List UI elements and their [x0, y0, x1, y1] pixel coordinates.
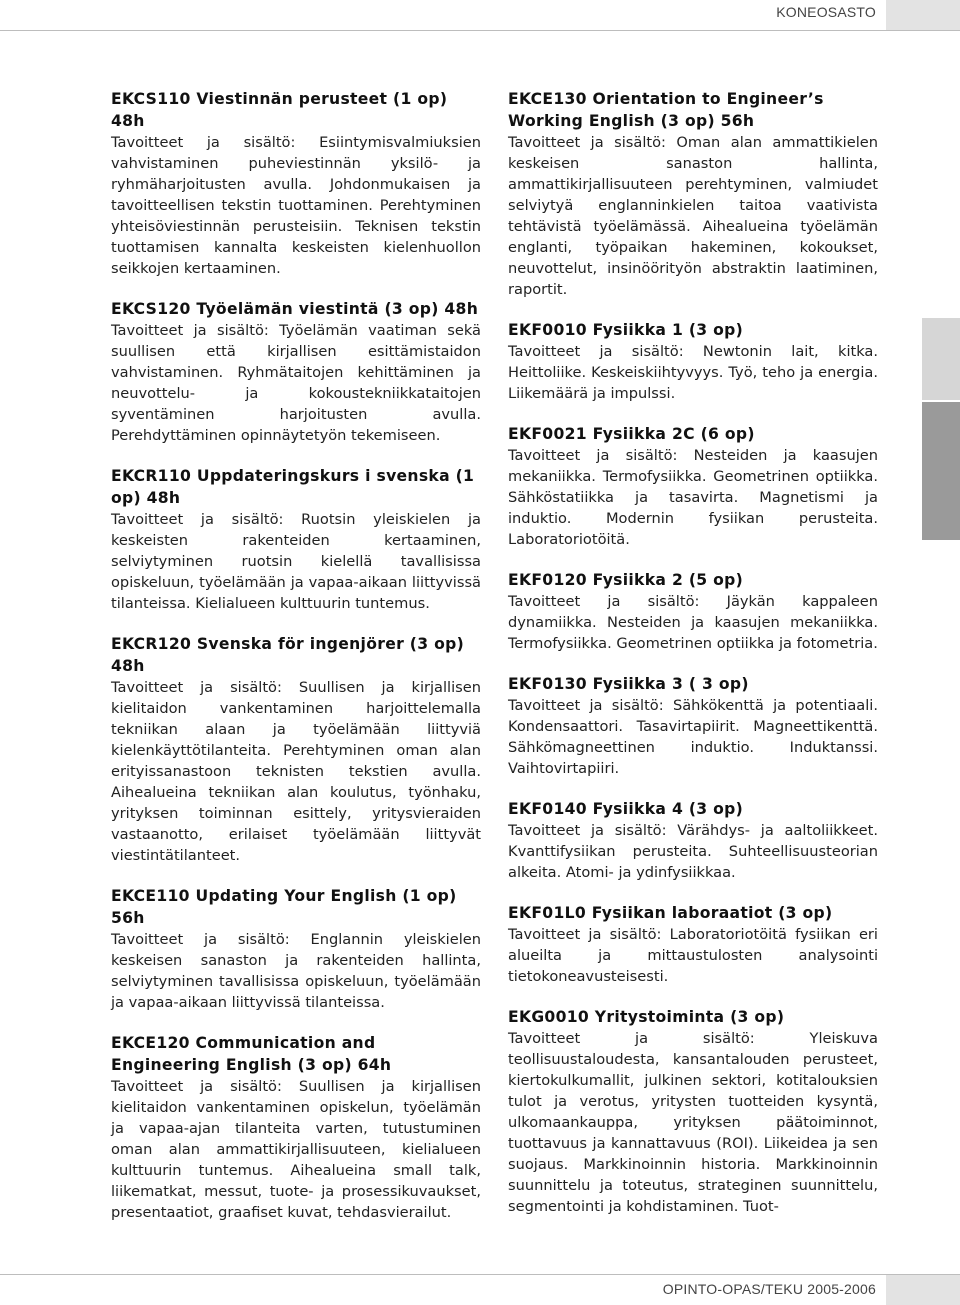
- course-description: Tavoitteet ja sisältö: Esiintymisvalmiuksien vahvistaminen puheviestinnän yksilö- ja ryhmäharjoitusten avulla. Johdonmukaisen ja tavoitteellisen tekstin tuottaminen. Perehtyminen yhteisöviestinnän perusteisiin. Teknisen tekstin tuottamisen kannalta keskeisten kielenhuollon seikkojen kertaaminen.: [111, 134, 481, 277]
- course-entry: [508, 319, 878, 404]
- course-entry: [111, 298, 481, 446]
- course-description: Tavoitteet ja sisältö: Laboratoriotöitä fysiikan eri alueilta ja mittaustulosten analysointi tietokoneavusteisesti.: [508, 926, 878, 985]
- side-tab-active-marker: [922, 402, 960, 540]
- course-description: Tavoitteet ja sisältö: Työelämän vaatiman sekä suullisen että kirjallisen esittämistaidon vahvistaminen. Ryhmätaitojen kehittäminen ja neuvottelu- ja kokoustekniikkataitojen syventäminen harjoitusten avulla. Perehdyttäminen opinnäytetyön tekemiseen.: [111, 322, 481, 444]
- course-description: Tavoitteet ja sisältö: Englannin yleiskielen keskeisen sanaston ja rakenteiden hallinta, selviytyminen tavallisissa opiskeluun, työelämään ja vapaa-aikaan liittyvissä tilanteissa.: [111, 931, 481, 1011]
- course-title: EKF0140 Fysiikka 4 (3 op): [508, 800, 744, 818]
- course-title: EKF0130 Fysiikka 3 ( 3 op): [508, 675, 749, 693]
- course-description: Tavoitteet ja sisältö: Ruotsin yleiskielen ja keskeisten rakenteiden kertaaminen, selviytyminen ruotsin kielellä tavallisissa opiskeluun, työelämään ja vapaa-aikaan liittyvissä tilanteissa. Kielialueen kulttuurin tuntemus.: [111, 511, 481, 612]
- section-label: KONEOSASTO: [776, 4, 876, 20]
- right-column: [508, 88, 878, 1236]
- course-title: EKCR120 Svenska för ingenjörer (3 op) 48h: [111, 635, 464, 675]
- page-footer: [0, 1274, 960, 1305]
- course-entry: [111, 633, 481, 866]
- course-entry: [508, 569, 878, 654]
- course-title: EKCE120 Communication and Engineering English (3 op) 64h: [111, 1034, 392, 1074]
- course-title: EKF0010 Fysiikka 1 (3 op): [508, 321, 744, 339]
- publication-label: OPINTO-OPAS/TEKU 2005-2006: [662, 1281, 876, 1297]
- course-title: EKCE110 Updating Your English (1 op) 56h: [111, 887, 457, 927]
- course-title: EKF0120 Fysiikka 2 (5 op): [508, 571, 744, 589]
- side-tab-marker: [922, 318, 960, 400]
- footer-corner-block: [886, 1275, 960, 1305]
- course-entry: [508, 798, 878, 883]
- course-entry: [508, 1006, 878, 1217]
- course-entry: [508, 902, 878, 987]
- course-description: Tavoitteet ja sisältö: Oman alan ammattikielen keskeisen sanaston hallinta, ammattikirjallisuuteen perehtyminen, valmiudet selviytyä englanninkielen taitoa vaativista tehtävistä työelämässä. Aihealueina työelämän englanti, työpaikan hakeminen, kokoukset, neuvottelut, insinöörityön abstraktin laatiminen, raportit.: [508, 134, 878, 298]
- page-header: [0, 0, 960, 31]
- course-description: Tavoitteet ja sisältö: Värähdys- ja aaltoliikkeet. Kvanttifysiikan perusteita. Suhteellisuusteorian alkeita. Atomi- ja ydinfysiikkaa.: [508, 822, 878, 881]
- course-entry: [111, 88, 481, 279]
- course-title: EKF0021 Fysiikka 2C (6 op): [508, 425, 755, 443]
- course-entry: [111, 1032, 481, 1223]
- left-column: [111, 88, 481, 1242]
- course-entry: [508, 88, 878, 300]
- course-description: Tavoitteet ja sisältö: Jäykän kappaleen dynamiikka. Nesteiden ja kaasujen mekaniikka. Termofysiikka. Geometrinen optiikka ja fotometria.: [508, 593, 878, 652]
- course-entry: [508, 423, 878, 550]
- course-entry: [508, 673, 878, 779]
- course-description: Tavoitteet ja sisältö: Nesteiden ja kaasujen mekaniikka. Termofysiikka. Geometrinen optiikka. Sähköstatiikka ja tasavirta. Magnetismi ja induktio. Modernin fysiikan perusteita. Laboratoriotöitä.: [508, 447, 878, 548]
- course-description: Tavoitteet ja sisältö: Newtonin lait, kitka. Heittoliike. Keskeiskiihtyvyys. Työ, teho ja energia. Liikemäärä ja impulssi.: [508, 343, 878, 402]
- course-description: Tavoitteet ja sisältö: Suullisen ja kirjallisen kielitaidon vankentaminen opiskelun, työelämän ja vapaa-ajan tilanteita varten, tutustuminen oman alan ammattikirjallisuuteen, kielialueen kulttuurin tuntemus. Aihealueina small talk, liikematkat, messut, tuote- ja prosessikuvaukset, presentaatiot, graafiset kuvat, tehdasvierailut.: [111, 1078, 481, 1221]
- course-title: EKCE130 Orientation to Engineer’s Working English (3 op) 56h: [508, 90, 824, 130]
- header-corner-block: [886, 0, 960, 30]
- course-description: Tavoitteet ja sisältö: Suullisen ja kirjallisen kielitaidon vankentaminen harjoittelemalla tekniikan alaan ja työelämään liittyviä kielenkäyttötilanteita. Perehtyminen oman alan erityissanastoon teknisten tekstien avulla. Aihealueina tekniikan alan koulutus, työnhaku, yrityksen toiminnan esittely, yritysvieraiden vastaanotto, erilaiset työelämään liittyvät viestintätilanteet.: [111, 679, 481, 864]
- course-title: EKCS120 Työelämän viestintä (3 op) 48h: [111, 300, 479, 318]
- course-title: EKF01L0 Fysiikan laboraatiot (3 op): [508, 904, 833, 922]
- course-title: EKCS110 Viestinnän perusteet (1 op) 48h: [111, 90, 448, 130]
- course-description: Tavoitteet ja sisältö: Yleiskuva teollisuustaloudesta, kansantalouden perusteet, kiertokulkumallit, julkinen sektori, kotitalouksien tulot ja verotus, yritysten tuotteiden kysyntä, ulkomaankauppa, yrityksen päätoiminnot, tuottavuus ja kannattavuus (ROI). Liikeidea ja sen suojaus. Markkinoinnin historia. Markkinoinnin suunnittelu ja toteutus, strateginen suunnittelu, segmentointi ja kohdistaminen. Tuot-: [508, 1030, 878, 1215]
- course-title: EKCR110 Uppdateringskurs i svenska (1 op) 48h: [111, 467, 475, 507]
- course-description: Tavoitteet ja sisältö: Sähkökenttä ja potentiaali. Kondensaattori. Tasavirtapiirit. Magneettikenttä. Sähkömagneettinen induktio. Induktanssi. Vaihtovirtapiiri.: [508, 697, 878, 777]
- course-title: EKG0010 Yritystoiminta (3 op): [508, 1008, 785, 1026]
- course-entry: [111, 465, 481, 614]
- course-entry: [111, 885, 481, 1013]
